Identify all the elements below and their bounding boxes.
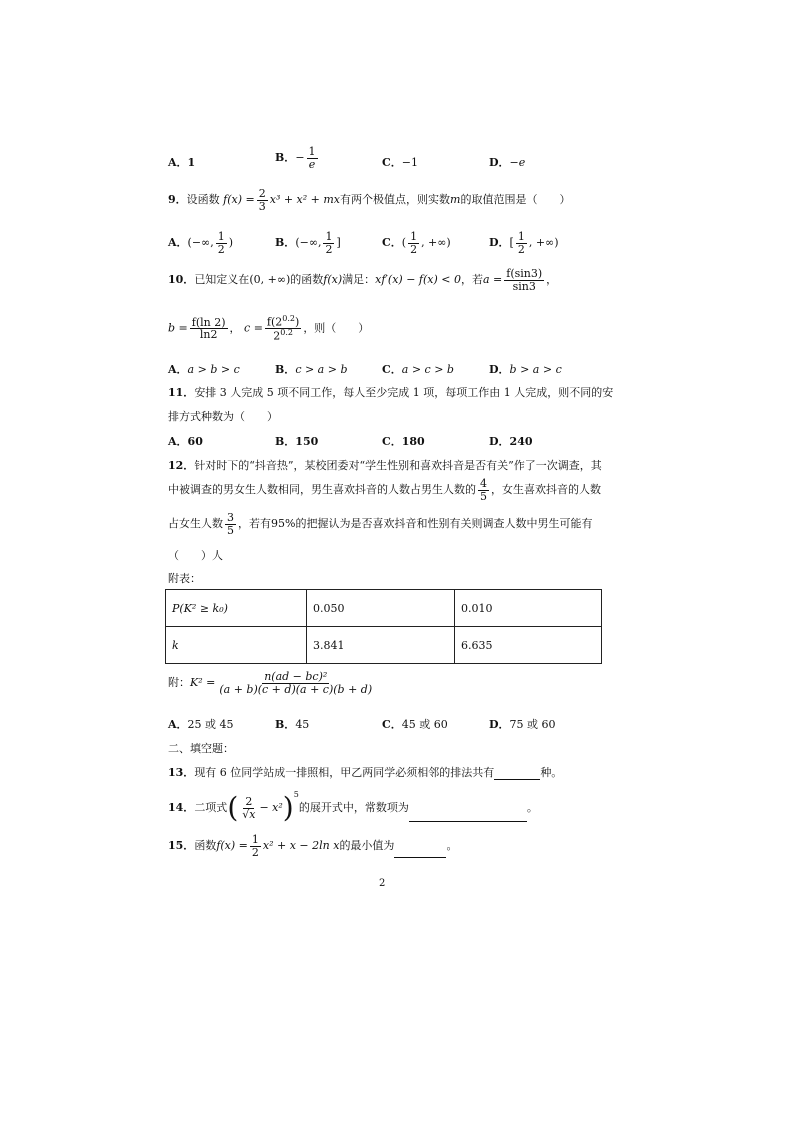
q12-stem-line1: 12．针对时下的“抖音热”，某校团委对“学生性别和喜欢抖音是否有关”作了一次调查，其	[168, 459, 602, 472]
q11-option-c: C．180	[382, 435, 425, 448]
q10-option-a: A．a > b > c	[168, 363, 240, 376]
q8-option-c: C．−1	[382, 156, 418, 169]
q9-option-c: C．( $\frac{1}{2}$ , +∞)	[382, 230, 451, 256]
table-cell: 0.050	[307, 590, 455, 627]
section-heading-fill-in: 二、填空题：	[168, 742, 234, 755]
answer-blank[interactable]	[394, 845, 446, 858]
table-cell: 0.010	[455, 590, 602, 627]
q12-option-d: D．75 或 60	[489, 718, 556, 731]
q10-stem-line1: 10．已知定义在(0, +∞)的函数f(x)满足：xf′(x) − f(x) < 0，若a = $\frac{f(\sin 3)}{\sin 3}$ ，	[168, 267, 558, 293]
q8-option-d: D．−e	[489, 156, 526, 169]
page-number: 2	[379, 878, 386, 889]
q11-stem-line2: 排方式种数为（ ）	[168, 410, 278, 423]
table-row	[166, 627, 602, 664]
q9-stem: 9．设函数 f(x) = $\frac{2}{3}$ x³ + x² + mx有两个极值点，则实数m的取值范围是（ ）	[168, 187, 571, 213]
q10-option-b: B．c > a > b	[275, 363, 348, 376]
q12-stem-line4: （ ）人	[168, 549, 223, 562]
q8-option-b: B．− $\frac{1}{e}$	[275, 145, 316, 171]
k-squared-formula: 附：K² = $\frac{\text{n(ad − bc)²}}{(a + b)(c + d)(a + c)(b + d)}$	[168, 670, 373, 696]
q10-option-d: D．b > a > c	[489, 363, 562, 376]
table-cell: P(K² ≥ k₀)	[166, 590, 307, 627]
critical-value-table	[165, 589, 602, 664]
table-cell: 6.635	[455, 627, 602, 664]
q14-stem: 14．二项式( $\frac{2}{√x}$ − x²)$^5$的展开式中，常数项为 。	[168, 790, 538, 824]
q9-option-d: D．[ $\frac{1}{2}$ , +∞)	[489, 230, 559, 256]
q11-option-b: B．150	[275, 435, 319, 448]
q10-option-c: C．a > c > b	[382, 363, 454, 376]
attached-table-label: 附表：	[168, 572, 201, 585]
q13-stem: 13．现有 6 位同学站成一排照相，甲乙两同学必须相邻的排法共有 种。	[168, 766, 563, 779]
q12-option-b: B．45	[275, 718, 310, 731]
answer-blank[interactable]	[494, 767, 540, 780]
q10-stem-line2: b = $\frac{f(\ln 2)}{\ln 2}$ ， c = $\frac{f(2^{0.2})}{2^{0.2}}$ ，则（ ）	[168, 314, 370, 343]
q11-option-a: A．60	[168, 435, 203, 448]
q11-option-d: D．240	[489, 435, 533, 448]
q12-stem-line3: 占女生人数 $\frac{3}{5}$ ，若有95%的把握认为是否喜欢抖音和性别有关则调查人数中男生可能有	[168, 511, 593, 537]
table-cell: 3.841	[307, 627, 455, 664]
table-cell: k	[166, 627, 307, 664]
table-row	[166, 590, 602, 627]
q12-option-a: A．25 或 45	[168, 718, 234, 731]
q12-stem-line2: 中被调查的男女生人数相同，男生喜欢抖音的人数占男生人数的 $\frac{4}{5}$ ，女生喜欢抖音的人数	[168, 477, 601, 503]
q9-option-b: B．(−∞, $\frac{1}{2}$ ]	[275, 230, 341, 256]
answer-blank[interactable]	[409, 809, 527, 822]
q12-option-c: C．45 或 60	[382, 718, 448, 731]
q9-option-a: A．(−∞, $\frac{1}{2}$ )	[168, 230, 234, 256]
q11-stem-line1: 11．安排 3 人完成 5 项不同工作，每人至少完成 1 项，每项工作由 1 人完成，则不同的安	[168, 386, 614, 399]
q8-option-a: A．1	[168, 156, 196, 169]
q15-stem: 15．函数f(x) = $\frac{1}{2}$ x² + x − 2ln x的最小值为 。	[168, 833, 458, 859]
